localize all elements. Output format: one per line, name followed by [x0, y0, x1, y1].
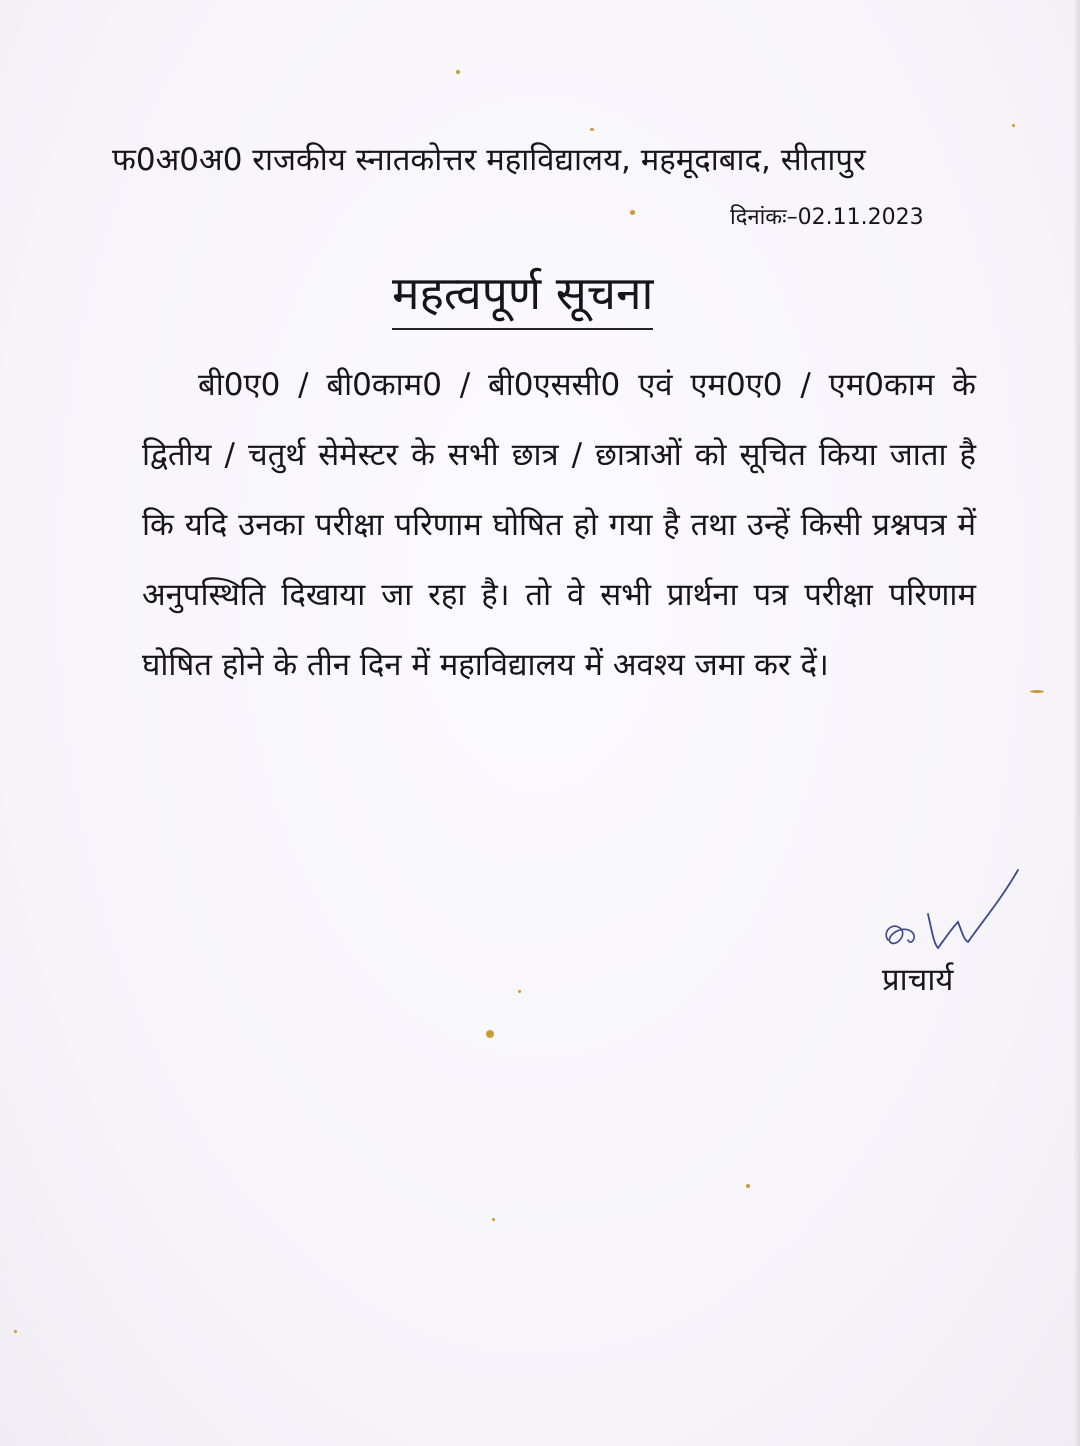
- signatory-title: प्राचार्य: [882, 962, 954, 998]
- paper-speck: [746, 1184, 750, 1188]
- paper-speck: [486, 1030, 494, 1038]
- paper-speck: [1012, 124, 1015, 127]
- paper-speck: [590, 128, 594, 131]
- institution-name: फ0अ0अ0 राजकीय स्नातकोत्तर महाविद्यालय, महमूदाबाद, सीतापुर: [112, 142, 866, 178]
- notice-body: बी0ए0 / बी0काम0 / बी0एससी0 एवं एम0ए0 / एम0काम के द्वितीय / चतुर्थ सेमेस्टर के सभी छात्र / छात्राओं को सूचित किया जाता है कि यदि उनका परीक्षा परिणाम घोषित हो गया है तथा उन्हें किसी प्रश्नपत्र में अनुपस्थिति दिखाया जा रहा है। तो वे सभी प्रार्थना पत्र परीक्षा परिणाम घोषित होने के तीन दिन में महाविद्यालय में अवश्य जमा कर दें।: [142, 367, 976, 683]
- paper-speck: [14, 1330, 17, 1333]
- paper-edge: [1074, 0, 1080, 1446]
- paper-speck: [492, 1218, 495, 1221]
- paper-speck: [518, 990, 521, 993]
- notice-title: महत्वपूर्ण सूचना: [392, 262, 653, 330]
- notice-date: दिनांकः–02.11.2023: [730, 205, 924, 230]
- paper-speck: [630, 210, 635, 215]
- paper-speck: [456, 70, 460, 74]
- paper-speck: [1030, 690, 1044, 693]
- principal-signature: [878, 862, 1028, 962]
